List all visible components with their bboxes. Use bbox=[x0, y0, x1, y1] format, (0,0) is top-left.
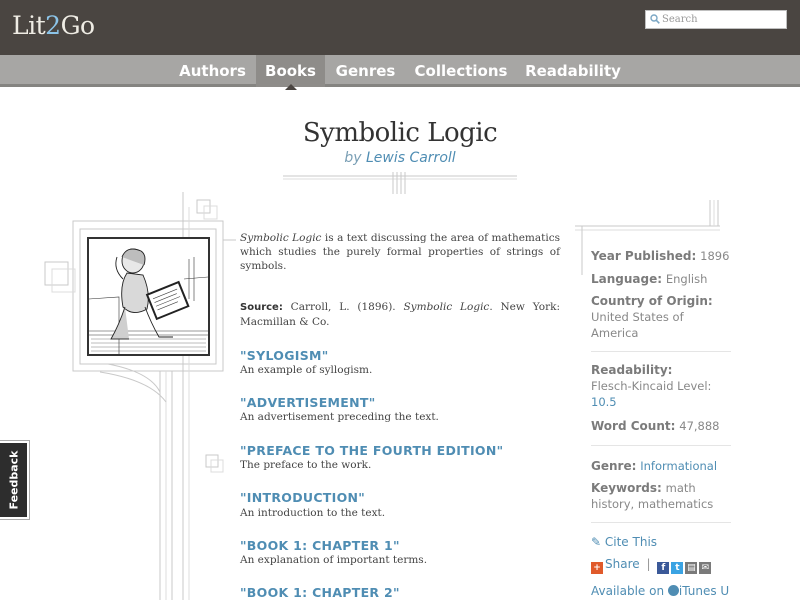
logo-text-number: 2 bbox=[45, 11, 61, 40]
book-title: Symbolic Logic bbox=[302, 118, 498, 148]
source-label: Source: bbox=[240, 302, 283, 313]
nav-label: Genres bbox=[335, 62, 396, 80]
nav-label: Collections bbox=[414, 62, 508, 80]
pencil-icon: ✎ bbox=[591, 535, 602, 549]
itunes-icon bbox=[668, 585, 679, 596]
nav-item-authors[interactable] bbox=[170, 55, 255, 87]
author-link[interactable]: Lewis Carroll bbox=[365, 150, 456, 166]
share-plus-icon[interactable]: + bbox=[591, 562, 603, 574]
keywords bbox=[591, 480, 741, 512]
nav-label: Authors bbox=[179, 62, 246, 80]
keywords-label: Keywords: bbox=[591, 481, 662, 495]
twitter-icon[interactable]: t bbox=[671, 562, 683, 574]
chapter-link[interactable]: "PREFACE TO THE FOURTH EDITION" bbox=[240, 443, 504, 458]
word-count bbox=[591, 418, 741, 434]
description-text: is a text discussing the area of mathematics which studies the purely formal properties of strings of symbols. bbox=[240, 232, 560, 272]
nav-label: Books bbox=[265, 62, 316, 80]
nav-item-collections[interactable] bbox=[406, 55, 516, 87]
byline-by: by bbox=[344, 150, 362, 166]
genre bbox=[591, 458, 741, 474]
genre-link[interactable]: Informational bbox=[640, 459, 718, 473]
nav-item-books[interactable] bbox=[256, 55, 325, 87]
cite-label: Cite This bbox=[604, 535, 658, 549]
chapter-link[interactable]: "INTRODUCTION" bbox=[240, 490, 366, 505]
logo-text-go: Go bbox=[60, 11, 95, 40]
readability bbox=[591, 362, 741, 410]
chapter-description: An example of syllogism. bbox=[240, 364, 373, 376]
language-label: Language: bbox=[591, 272, 663, 286]
description-book-title: Symbolic Logic bbox=[240, 232, 322, 244]
cite-this-link[interactable] bbox=[591, 535, 657, 549]
site-logo[interactable] bbox=[12, 11, 95, 40]
wordcount-value: 47,888 bbox=[679, 419, 720, 433]
country-of-origin bbox=[591, 293, 741, 341]
book-description bbox=[240, 231, 560, 273]
search-icon bbox=[650, 14, 660, 24]
chapter-description: An introduction to the text. bbox=[240, 507, 386, 519]
share-row bbox=[591, 557, 713, 573]
email-icon[interactable]: ✉ bbox=[699, 562, 711, 574]
nav-item-readability[interactable] bbox=[517, 55, 629, 87]
readability-label: Readability: bbox=[591, 363, 673, 377]
year-published bbox=[591, 248, 741, 264]
byline bbox=[0, 150, 800, 166]
chapter-link[interactable]: "BOOK 1: CHAPTER 1" bbox=[240, 538, 400, 553]
fk-value-link[interactable]: 10.5 bbox=[591, 395, 617, 409]
available-on-label: Available on bbox=[591, 584, 665, 598]
language-value: English bbox=[665, 272, 708, 286]
itunes-label: iTunes U bbox=[678, 584, 730, 598]
feedback-tab[interactable] bbox=[0, 441, 29, 519]
chapter-description: The preface to the work. bbox=[240, 459, 372, 471]
site-header bbox=[0, 0, 800, 55]
separator: | bbox=[646, 557, 651, 571]
share-label[interactable]: Share bbox=[605, 557, 640, 571]
chapter-description: An explanation of important terms. bbox=[240, 554, 428, 566]
country-label: Country of Origin: bbox=[591, 294, 713, 308]
year-label: Year Published: bbox=[591, 249, 697, 263]
year-value: 1896 bbox=[700, 249, 730, 263]
source-text-pre: Carroll, L. (1896). bbox=[282, 301, 404, 313]
chapter-description: An advertisement preceding the text. bbox=[240, 411, 439, 423]
book-cover-illustration bbox=[87, 237, 210, 356]
print-icon[interactable]: ▤ bbox=[687, 563, 696, 573]
itunes-link[interactable] bbox=[591, 584, 729, 598]
logo-text-lit: Lit bbox=[12, 11, 46, 40]
search-box[interactable] bbox=[645, 10, 787, 29]
keywords-value: math history, mathematics bbox=[591, 481, 714, 511]
divider bbox=[591, 522, 731, 523]
fk-label: Flesch-Kincaid Level: bbox=[591, 379, 712, 393]
facebook-icon[interactable]: f bbox=[657, 562, 669, 574]
active-indicator bbox=[285, 84, 297, 90]
book-source bbox=[240, 300, 560, 329]
feedback-label: Feedback bbox=[7, 450, 20, 510]
source-title: Symbolic Logic bbox=[403, 301, 490, 313]
chapter-link[interactable]: "ADVERTISEMENT" bbox=[240, 395, 376, 410]
nav-item-genres[interactable] bbox=[326, 55, 405, 87]
wordcount-label: Word Count: bbox=[591, 419, 676, 433]
chapter-link[interactable]: "SYLOGISM" bbox=[240, 348, 329, 363]
search-input[interactable] bbox=[662, 12, 784, 27]
main-nav bbox=[0, 55, 800, 87]
child-reading-slate-illustration bbox=[89, 239, 208, 354]
divider bbox=[591, 445, 731, 446]
divider bbox=[591, 351, 731, 352]
country-value: United States of America bbox=[591, 310, 684, 340]
source-text-post: . New York: Macmillan & Co. bbox=[240, 301, 560, 328]
language bbox=[591, 271, 741, 287]
genre-label: Genre: bbox=[591, 459, 637, 473]
nav-label: Readability bbox=[525, 62, 621, 80]
chapter-link[interactable]: "BOOK 1: CHAPTER 2" bbox=[240, 585, 400, 600]
